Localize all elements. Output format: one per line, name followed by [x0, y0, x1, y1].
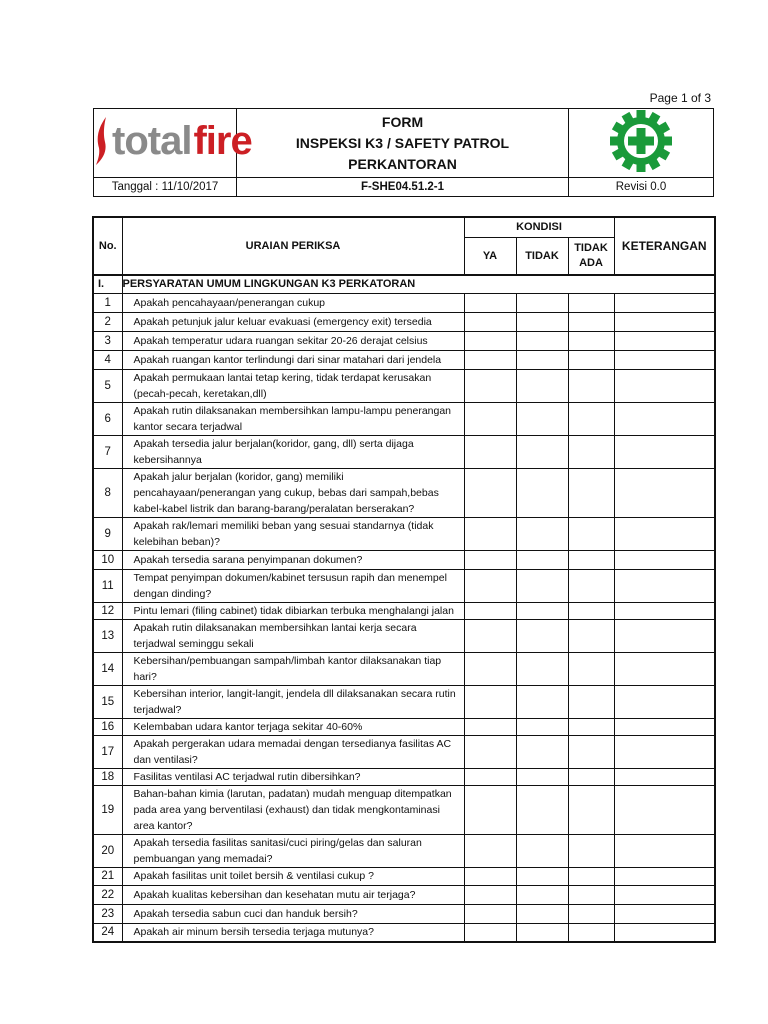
checkbox-tidak-ada[interactable]	[568, 369, 614, 402]
row-number: 19	[93, 785, 122, 834]
checkbox-tidak-ada[interactable]	[568, 312, 614, 331]
row-question: Apakah air minum bersih tersedia terjaga mutunya?	[122, 923, 464, 942]
table-row	[93, 652, 715, 685]
checkbox-tidak[interactable]	[516, 435, 568, 468]
checkbox-ya[interactable]	[464, 350, 516, 369]
checkbox-ya[interactable]	[464, 619, 516, 652]
checkbox-tidak[interactable]	[516, 550, 568, 569]
form-title	[237, 109, 569, 178]
row-number: 15	[93, 685, 122, 718]
checkbox-tidak[interactable]	[516, 885, 568, 904]
table-row	[93, 834, 715, 867]
checkbox-tidak[interactable]	[516, 312, 568, 331]
row-question: Apakah temperatur udara ruangan sekitar 20-26 derajat celsius	[122, 331, 464, 350]
table-row	[93, 885, 715, 904]
checkbox-tidak-ada[interactable]	[568, 569, 614, 602]
emblem-cell	[569, 109, 714, 178]
checkbox-tidak[interactable]	[516, 652, 568, 685]
row-number: 21	[93, 867, 122, 885]
form-title-line-1: FORM	[381, 113, 424, 130]
table-row	[93, 468, 715, 517]
row-number: 18	[93, 768, 122, 785]
keterangan-field[interactable]	[614, 923, 715, 942]
checkbox-tidak[interactable]	[516, 735, 568, 768]
row-question: Apakah jalur berjalan (koridor, gang) memiliki pencahayaan/penerangan yang cukup, bebas dari sampah,bebas kabel-kabel listrik dan barang-barang/peralatan berserakan?	[122, 468, 464, 517]
checkbox-ya[interactable]	[464, 735, 516, 768]
checkbox-ya[interactable]	[464, 517, 516, 550]
row-number: 8	[93, 468, 122, 517]
table-row	[93, 904, 715, 923]
checkbox-ya[interactable]	[464, 685, 516, 718]
checkbox-tidak[interactable]	[516, 402, 568, 435]
revision-cell: Revisi 0.0	[569, 178, 714, 197]
checkbox-ya[interactable]	[464, 602, 516, 619]
row-question: Apakah rutin dilaksanakan membersihkan lantai kerja secara terjadwal seminggu sekali	[122, 619, 464, 652]
table-row	[93, 331, 715, 350]
row-question: Kebersihan interior, langit-langit, jendela dll dilaksanakan secara rutin terjadwal?	[122, 685, 464, 718]
row-number: 13	[93, 619, 122, 652]
keterangan-field[interactable]	[614, 867, 715, 885]
checkbox-tidak-ada[interactable]	[568, 350, 614, 369]
checkbox-ya[interactable]	[464, 885, 516, 904]
row-question: Apakah permukaan lantai tetap kering, tidak terdapat kerusakan (pecah-pecah, keretakan,dll)	[122, 369, 464, 402]
header-keterangan: KETERANGAN	[614, 217, 715, 275]
checkbox-tidak[interactable]	[516, 517, 568, 550]
row-number: 20	[93, 834, 122, 867]
checkbox-ya[interactable]	[464, 569, 516, 602]
table-row	[93, 768, 715, 785]
row-number: 7	[93, 435, 122, 468]
row-question: Apakah ruangan kantor terlindungi dari sinar matahari dari jendela	[122, 350, 464, 369]
checkbox-tidak-ada[interactable]	[568, 602, 614, 619]
keterangan-field[interactable]	[614, 735, 715, 768]
checkbox-tidak-ada[interactable]	[568, 550, 614, 569]
keterangan-field[interactable]	[614, 834, 715, 867]
checkbox-ya[interactable]	[464, 867, 516, 885]
checkbox-tidak-ada[interactable]	[568, 923, 614, 942]
row-question: Apakah pencahayaan/penerangan cukup	[122, 293, 464, 312]
totalfire-logo	[94, 116, 252, 166]
checkbox-tidak-ada[interactable]	[568, 867, 614, 885]
row-number: 5	[93, 369, 122, 402]
keterangan-field[interactable]	[614, 718, 715, 735]
checkbox-tidak-ada[interactable]	[568, 331, 614, 350]
checkbox-ya[interactable]	[464, 834, 516, 867]
checkbox-tidak[interactable]	[516, 685, 568, 718]
section-row	[93, 275, 715, 293]
keterangan-field[interactable]	[614, 619, 715, 652]
keterangan-field[interactable]	[614, 685, 715, 718]
keterangan-field[interactable]	[614, 785, 715, 834]
checkbox-ya[interactable]	[464, 652, 516, 685]
header-uraian-periksa: URAIAN PERIKSA	[122, 217, 464, 275]
checkbox-tidak-ada[interactable]	[568, 685, 614, 718]
checkbox-tidak[interactable]	[516, 331, 568, 350]
page-number: Page 1 of 3	[649, 91, 711, 105]
checkbox-tidak[interactable]	[516, 867, 568, 885]
header-kondisi: KONDISI	[464, 217, 614, 237]
row-question: Apakah tersedia sabun cuci dan handuk bersih?	[122, 904, 464, 923]
header-no: No.	[93, 217, 122, 275]
row-question: Fasilitas ventilasi AC terjadwal rutin dibersihkan?	[122, 768, 464, 785]
inspection-table	[92, 216, 716, 943]
table-row	[93, 718, 715, 735]
keterangan-field[interactable]	[614, 602, 715, 619]
checkbox-tidak[interactable]	[516, 619, 568, 652]
row-number: 3	[93, 331, 122, 350]
table-row	[93, 293, 715, 312]
table-row	[93, 402, 715, 435]
checkbox-tidak-ada[interactable]	[568, 468, 614, 517]
keterangan-field[interactable]	[614, 331, 715, 350]
table-row	[93, 517, 715, 550]
keterangan-field[interactable]	[614, 350, 715, 369]
row-question: Bahan-bahan kimia (larutan, padatan) mudah menguap ditempatkan pada area yang berventilasi (exhaust) dan tidak mengkontaminasi area kantor?	[122, 785, 464, 834]
checkbox-ya[interactable]	[464, 923, 516, 942]
checkbox-ya[interactable]	[464, 785, 516, 834]
table-row	[93, 350, 715, 369]
table-row	[93, 735, 715, 768]
table-row	[93, 785, 715, 834]
table-row	[93, 923, 715, 942]
checkbox-ya[interactable]	[464, 312, 516, 331]
checkbox-tidak-ada[interactable]	[568, 402, 614, 435]
checkbox-tidak-ada[interactable]	[568, 718, 614, 735]
checkbox-tidak[interactable]	[516, 369, 568, 402]
row-number: 12	[93, 602, 122, 619]
row-question: Apakah kualitas kebersihan dan kesehatan mutu air terjaga?	[122, 885, 464, 904]
keterangan-field[interactable]	[614, 885, 715, 904]
keterangan-field[interactable]	[614, 904, 715, 923]
row-number: 10	[93, 550, 122, 569]
keterangan-field[interactable]	[614, 312, 715, 331]
row-question: Apakah tersedia fasilitas sanitasi/cuci piring/gelas dan saluran pembuangan yang memadai?	[122, 834, 464, 867]
row-question: Kelembaban udara kantor terjaga sekitar 40-60%	[122, 718, 464, 735]
table-row	[93, 550, 715, 569]
table-row	[93, 602, 715, 619]
checkbox-tidak-ada[interactable]	[568, 652, 614, 685]
row-number: 2	[93, 312, 122, 331]
checkbox-tidak[interactable]	[516, 923, 568, 942]
row-question: Apakah tersedia sarana penyimpanan dokumen?	[122, 550, 464, 569]
checkbox-tidak-ada[interactable]	[568, 785, 614, 834]
logo-cell	[94, 109, 252, 178]
row-question: Tempat penyimpan dokumen/kabinet tersusun rapih dan menempel dengan dinding?	[122, 569, 464, 602]
keterangan-field[interactable]	[614, 435, 715, 468]
keterangan-field[interactable]	[614, 402, 715, 435]
checkbox-tidak-ada[interactable]	[568, 619, 614, 652]
table-row	[93, 569, 715, 602]
row-number: 11	[93, 569, 122, 602]
checkbox-tidak-ada[interactable]	[568, 435, 614, 468]
checkbox-ya[interactable]	[464, 293, 516, 312]
row-number: 16	[93, 718, 122, 735]
row-question: Apakah petunjuk jalur keluar evakuasi (emergency exit) tersedia	[122, 312, 464, 331]
row-number: 6	[93, 402, 122, 435]
checkbox-tidak[interactable]	[516, 350, 568, 369]
section-number: I.	[93, 275, 122, 293]
header-tidak: TIDAK	[516, 237, 568, 275]
date-cell: Tanggal : 11/10/2017	[94, 178, 237, 197]
checkbox-tidak-ada[interactable]	[568, 768, 614, 785]
checkbox-tidak-ada[interactable]	[568, 834, 614, 867]
checkbox-ya[interactable]	[464, 904, 516, 923]
checkbox-tidak-ada[interactable]	[568, 517, 614, 550]
checkbox-tidak[interactable]	[516, 834, 568, 867]
table-row	[93, 867, 715, 885]
checkbox-ya[interactable]	[464, 369, 516, 402]
row-question: Pintu lemari (filing cabinet) tidak dibiarkan terbuka menghalangi jalan	[122, 602, 464, 619]
keterangan-field[interactable]	[614, 550, 715, 569]
logo-text-fire: fire	[193, 118, 252, 163]
checkbox-tidak[interactable]	[516, 468, 568, 517]
flame-icon	[94, 116, 110, 166]
keterangan-field[interactable]	[614, 768, 715, 785]
keterangan-field[interactable]	[614, 652, 715, 685]
keterangan-field[interactable]	[614, 293, 715, 312]
logo-text-total: total	[112, 118, 192, 163]
table-row	[93, 435, 715, 468]
row-number: 14	[93, 652, 122, 685]
checkbox-tidak[interactable]	[516, 293, 568, 312]
k3-safety-gear-cross-icon	[610, 110, 672, 172]
checkbox-ya[interactable]	[464, 331, 516, 350]
keterangan-field[interactable]	[614, 369, 715, 402]
section-title: PERSYARATAN UMUM LINGKUNGAN K3 PERKATORAN	[122, 275, 715, 293]
checkbox-ya[interactable]	[464, 402, 516, 435]
form-title-line-3: PERKANTORAN	[348, 155, 457, 172]
row-question: Kebersihan/pembuangan sampah/limbah kantor dilaksanakan tiap hari?	[122, 652, 464, 685]
keterangan-field[interactable]	[614, 468, 715, 517]
checkbox-tidak[interactable]	[516, 768, 568, 785]
header-ya: YA	[464, 237, 516, 275]
row-number: 9	[93, 517, 122, 550]
table-row	[93, 619, 715, 652]
checkbox-ya[interactable]	[464, 468, 516, 517]
row-number: 17	[93, 735, 122, 768]
table-row	[93, 312, 715, 331]
checkbox-ya[interactable]	[464, 718, 516, 735]
row-number: 22	[93, 885, 122, 904]
row-question: Apakah rak/lemari memiliki beban yang sesuai standarnya (tidak kelebihan beban)?	[122, 517, 464, 550]
row-question: Apakah tersedia jalur berjalan(koridor, gang, dll) serta dijaga kebersihannya	[122, 435, 464, 468]
row-number: 23	[93, 904, 122, 923]
table-row	[93, 685, 715, 718]
row-number: 1	[93, 293, 122, 312]
checkbox-ya[interactable]	[464, 435, 516, 468]
checkbox-tidak[interactable]	[516, 904, 568, 923]
keterangan-field[interactable]	[614, 569, 715, 602]
checkbox-tidak[interactable]	[516, 785, 568, 834]
checkbox-ya[interactable]	[464, 768, 516, 785]
header-tidak-ada: TIDAK ADA	[568, 237, 614, 275]
form-header	[93, 108, 714, 197]
checkbox-tidak-ada[interactable]	[568, 904, 614, 923]
form-title-line-2: INSPEKSI K3 / SAFETY PATROL	[295, 134, 510, 151]
keterangan-field[interactable]	[614, 517, 715, 550]
checkbox-tidak[interactable]	[516, 569, 568, 602]
checkbox-tidak-ada[interactable]	[568, 885, 614, 904]
form-code-cell: F-SHE04.51.2-1	[237, 178, 569, 197]
row-number: 4	[93, 350, 122, 369]
row-question: Apakah rutin dilaksanakan membersihkan lampu-lampu penerangan kantor secara terjadwal	[122, 402, 464, 435]
checkbox-tidak-ada[interactable]	[568, 293, 614, 312]
checkbox-ya[interactable]	[464, 550, 516, 569]
row-number: 24	[93, 923, 122, 942]
checkbox-tidak-ada[interactable]	[568, 735, 614, 768]
row-question: Apakah fasilitas unit toilet bersih & ventilasi cukup ?	[122, 867, 464, 885]
checkbox-tidak[interactable]	[516, 718, 568, 735]
row-question: Apakah pergerakan udara memadai dengan tersedianya fasilitas AC dan ventilasi?	[122, 735, 464, 768]
checkbox-tidak[interactable]	[516, 602, 568, 619]
table-row	[93, 369, 715, 402]
